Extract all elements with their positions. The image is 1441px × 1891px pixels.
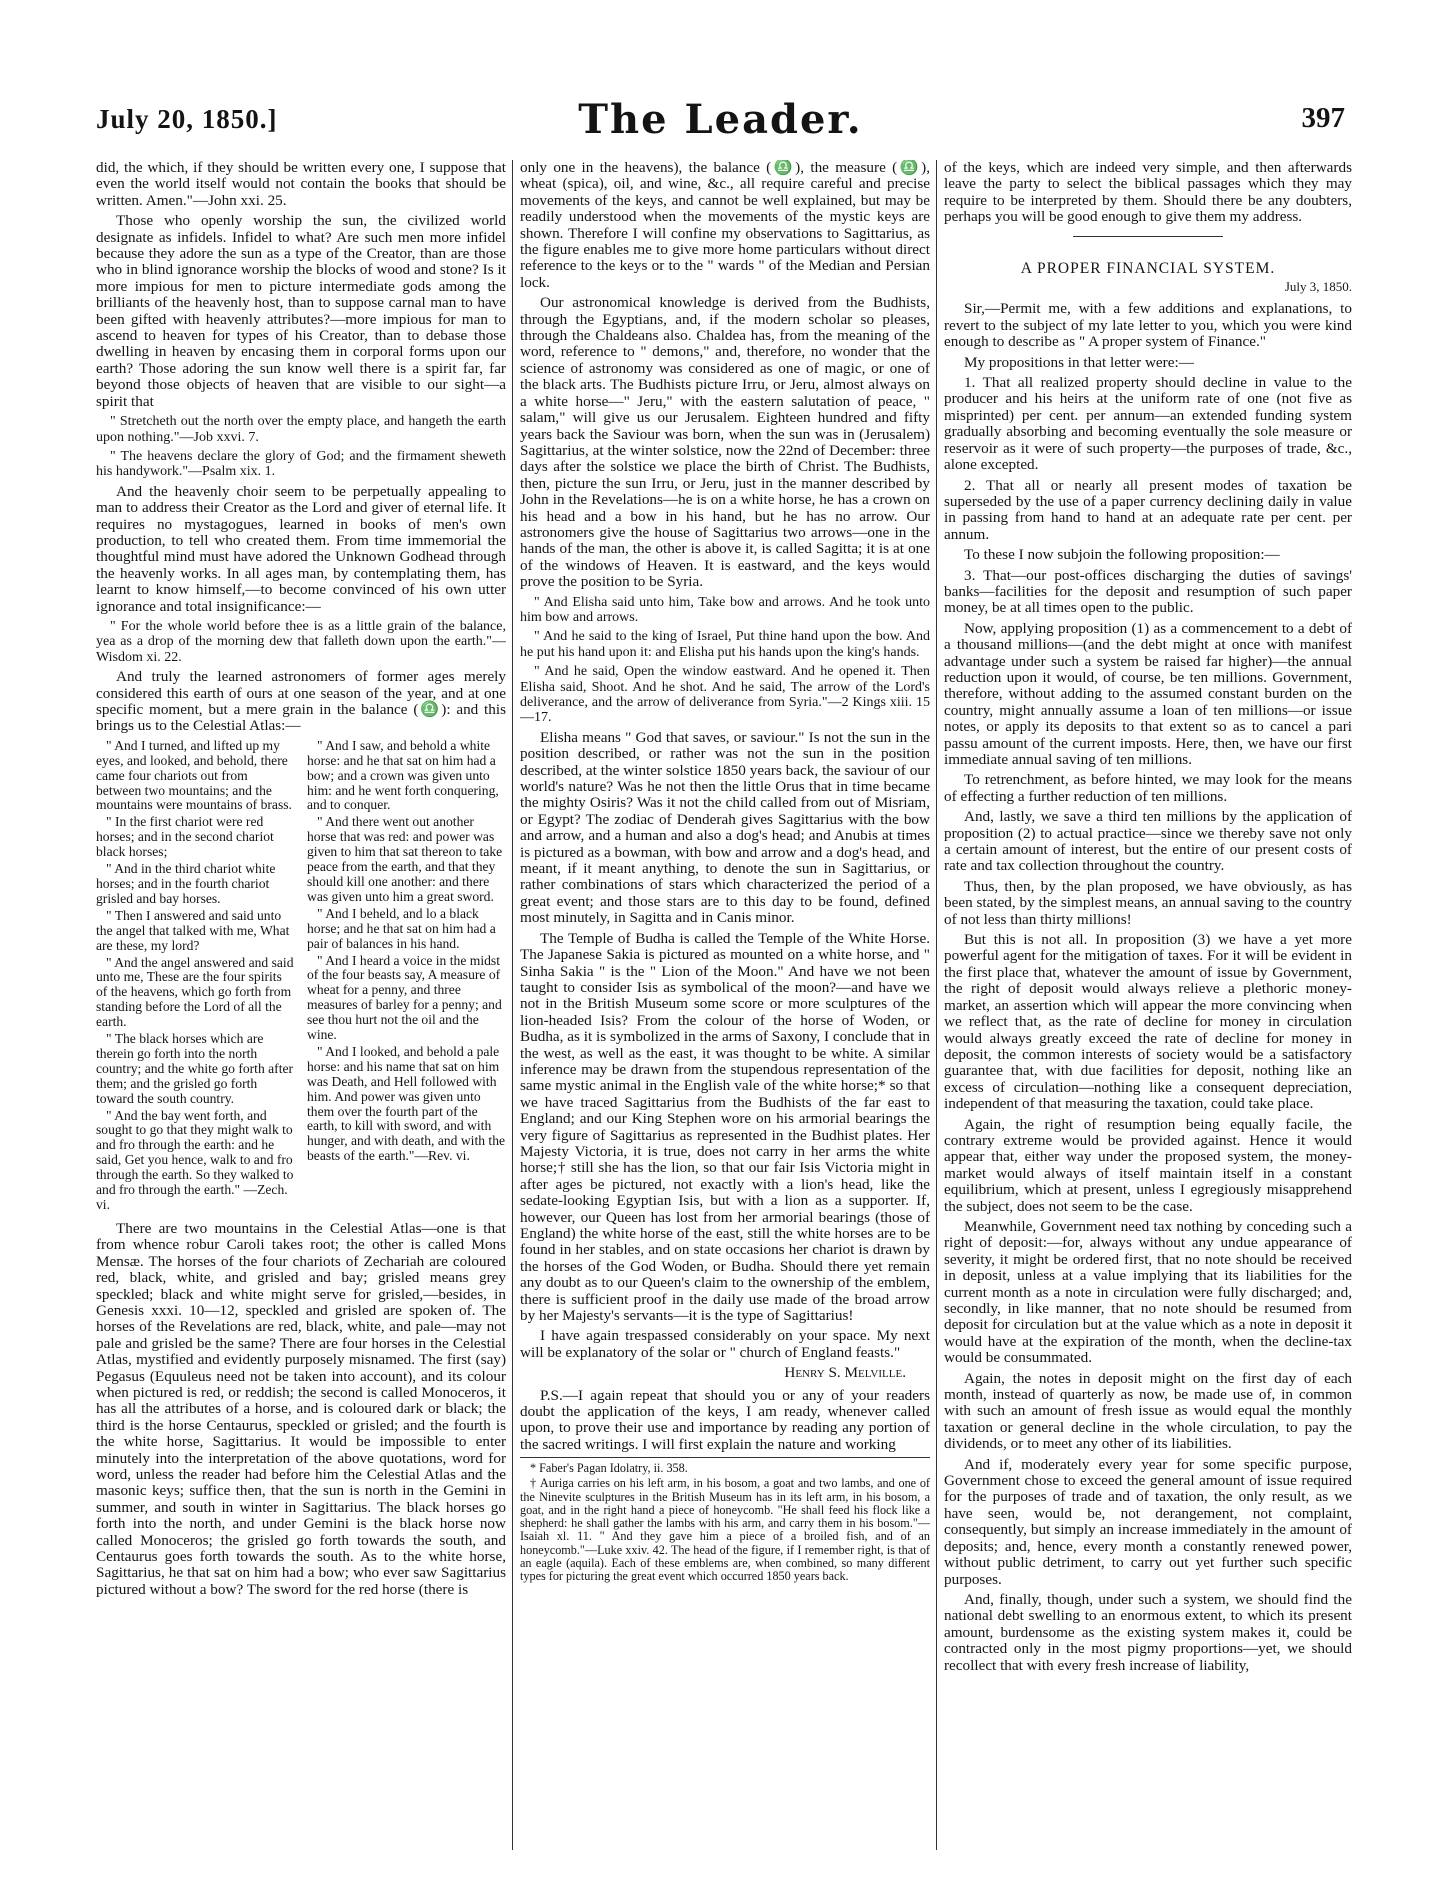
column-right — [944, 160, 1352, 1850]
paragraph: I have again trespassed considerably on your space. My next will be explanatory of the solar or " church of England feasts." — [520, 1327, 930, 1361]
newspaper-title: The Leader. — [578, 96, 863, 143]
paragraph: of the keys, which are indeed very simple, and then afterwards leave the party to select the biblical passages which they may require to be interpreted by them. Should there be any doubters, perhaps you will be good enough to give them my address. — [944, 160, 1352, 226]
verse: " And the angel answered and said unto me, These are the four spirits of the heavens, which go forth from standing before the Lord of all the earth. — [96, 954, 294, 1030]
postscript: P.S.—I again repeat that should you or any of your readers doubt the application of the keys, I am ready, whenever called upon, to prove their use and importance by reading any portion of the sacred writings. I will first explain the nature and working — [520, 1386, 930, 1453]
parallel-quotations — [96, 739, 506, 1215]
quotation: " And he said to the king of Israel, Put thine hand upon the bow. And he put his hand upon it: and Elisha put his hands upon the king's hands. — [520, 629, 930, 660]
quotation: " For the whole world before thee is as a little grain of the balance, yea as a drop of the morning dew that falleth down upon the earth."—Wisdom xi. 22. — [96, 618, 506, 665]
column-divider — [936, 160, 937, 1850]
masthead — [96, 96, 1345, 152]
quotation: " The heavens declare the glory of God; and the firmament sheweth his handywork."—Psalm xix. 1. — [96, 448, 506, 480]
verse: " Then I answered and said unto the angel that talked with me, What are these, my lord? — [96, 907, 290, 953]
paragraph: And truly the learned astronomers of former ages merely considered this earth of ours at one season of the year, and at one specific moment, but a mere grain in the balance (♎): and this brings us to the Celestial Atlas:— — [96, 668, 506, 735]
verse: " And I beheld, and lo a black horse; and he that sat on him had a pair of balances in his hand. — [307, 905, 496, 951]
verse: " In the first chariot were red horses; and in the second chariot black horses; — [96, 814, 274, 860]
paragraph: To these I now subjoin the following proposition:— — [964, 546, 1280, 564]
signature: Henry S. Melville. — [784, 1364, 906, 1382]
issue-date: July 20, 1850.] — [96, 104, 278, 134]
revelation-column — [307, 739, 506, 1215]
verse: " And I saw, and behold a white horse: and he that sat on him had a bow; and a crown was given unto him: and he went forth conquering, and to conquer. — [307, 737, 499, 813]
paragraph: Those who openly worship the sun, the civilized world designate as infidels. Infidel to what? Are such men more infidel because they adore the sun as a type of the Creator, than are those who in blind ignorance worship the blocks of wood and stone? Is it more impious for men to picture intermediate gods among the brilliants of the heavenly host, than to suppose carnal man to have been gifted with heavenly attributes?—more impious for man to ascend to heaven for types of his Creator, than to debase those dwelling in heaven by encasing them in corporal forms upon our earth? Those adoring the sun know well there is a spirit far, far beyond those objects of heaven that are visible to our sight—a spirit that — [96, 212, 506, 410]
paragraph: Sir,—Permit me, with a few additions and explanations, to revert to the subject of my late letter to you, which you were kind enough to describe as " A proper system of Finance." — [944, 300, 1352, 351]
paragraph: only one in the heavens), the balance (♎), the measure (♎), wheat (spica), oil, and wine, &c., all require careful and precise movements of the keys, and cannot be well explained, but may be readily understood when the movements of the mystic keys are shown. Therefore I will confine my observations to Sagittarius, as the figure enables me to give more home particulars without direct reference to the keys or to the " wards " of the Median and Persian lock. — [520, 160, 930, 291]
article-date: July 3, 1850. — [1284, 279, 1352, 295]
paragraph: Now, applying proposition (1) as a commencement to a debt of a thousand millions—(and the debt might at once with manifest advantage under such a system be raised far higher)—the annual reduction upon it would, of course, be ten millions. Government, therefore, without adding to the assumed constant burden on the country, might annually assume a loan of ten millions—or issue notes, or apply its deposits to that extent so as to cancel a pari passu amount of the current imposts. Here, then, we have our first immediate annual saving of ten millions. — [944, 619, 1352, 768]
paragraph: 2. That all or nearly all present modes of taxation be superseded by the use of a paper currency declining daily in value in passing from hand to hand at an adequate rate per cent. per annum. — [944, 476, 1352, 543]
article-heading: A PROPER FINANCIAL SYSTEM. — [1020, 259, 1276, 277]
verse: " And I looked, and behold a pale horse: and his name that sat on him was Death, and Hell followed with him. And power was given unto them over the fourth part of the earth, to kill with sword, and with hunger, and with death, and with the beasts of the earth."—Rev. vi. — [307, 1043, 506, 1164]
paragraph: But this is not all. In proposition (3) we have a yet more powerful agent for the mitigation of taxes. For it will be evident in the first place that, whatever the amount of issue by Government, the right of deposit would always relieve a plethoric money-market, an assertion which will appear the more convincing when we reflect that, as the rate of decline for money in circulation would always greatly exceed the rate of decline for money in deposit, the common interests of society would be a satisfactory guarantee that, with due facilities for deposit, nothing like an excess of circulation—nothing like a consequent depreciation, independent of that measuring the taxation, could take place. — [944, 931, 1352, 1113]
quotation: " Stretcheth out the north over the empty place, and hangeth the earth upon nothing."—Job xxvi. 7. — [96, 414, 506, 445]
column-left — [96, 160, 506, 1850]
paragraph: And, finally, though, under such a system, we should find the national debt swelling to an enormous extent, to which its present amount, burdensome as the existing system makes it, could be contracted only in the most pigmy proportions—yet, we should recollect that with every fresh increase of liability, — [944, 1590, 1352, 1674]
paragraph: To retrenchment, as before hinted, we may look for the means of effecting a further reduction of ten millions. — [944, 771, 1352, 805]
quotation: " And Elisha said unto him, Take bow and arrows. And he took unto him bow and arrows. — [520, 594, 930, 625]
verse: " And I heard a voice in the midst of the four beasts say, A measure of wheat for a penny, and three measures of barley for a penny; and see thou hurt not the oil and the wine. — [307, 952, 502, 1043]
paragraph: Thus, then, by the plan proposed, we have obviously, as has been stated, by the simplest means, an annual saving to the country of not less than thirty millions! — [944, 877, 1352, 928]
column-middle — [520, 160, 930, 1850]
footnote: † Auriga carries on his left arm, in his bosom, a goat and two lambs, and one of the Ninevite sculptures in the British Museum has in its left arm, in his bosom, a goat, and in the right hand a piece of honeycomb. "He shall feed his flock like a shepherd: he shall gather the lambs with his arm, and carry them in his bosom."—Isaiah xl. 11. " And they gave him a piece of a broiled fish, and of an honeycomb."—Luke xxiv. 42. The head of the figure, if I remember right, is that of an eagle (aquila). Each of these emblems are, when combined, so many different types for picturing the great event which occurred 1850 years back. — [520, 1476, 930, 1583]
verse: " The black horses which are therein go forth into the north country; and the white go forth after them; and the grisled go forth toward the south country. — [96, 1031, 294, 1106]
section-divider — [1073, 236, 1223, 237]
paragraph: Again, the notes in deposit might on the first day of each month, instead of quarterly as now, be made use of, in common with such an amount of fresh issue as would equal the monthly taxation or general decline in the whole circulation, to pay the dividends, or to meet any other of its liabilities. — [944, 1369, 1352, 1453]
paragraph: Again, the right of resumption being equally facile, the contrary extreme would be provided against. Hence it would appear that, either way under the proposed system, the money-market would always of itself maintain itself in a constant equilibrium, which at present, unless I egregiously misapprehend the subject, does not seem to be the case. — [944, 1115, 1352, 1215]
paragraph: Elisha means " God that saves, or saviour." Is not the sun in the position described, or rather was not the sun in the position described, at the winter solstice 1850 years back, the saviour of our world's nature? Was he not then the little Orus that in time became the mighty Osiris? Was it not the child called from out of Misriam, or Egypt? The zodiac of Denderah gives Sagittarius with the bow and arrow, and a human and also a dog's head; and Anubis at times is pictured as a bowman, with bow and arrow and a dog's head, and meant, if it meant anything, to denote the sun in Sagittarius, or rather combinations of stars which characterized the period of a great event; and those stars are to this day to be found, defined most minutely, in Sagitta and in Canis minor. — [520, 728, 930, 927]
paragraph: My propositions in that letter were:— — [964, 353, 1194, 371]
footnote: * Faber's Pagan Idolatry, ii. 358. — [530, 1461, 688, 1476]
paragraph: Our astronomical knowledge is derived from the Budhists, through the Egyptians, and, if the modern scholar so pleases, through the Chaldeans also. Chaldea has, from the meaning of the word, reference to " demons," and, therefore, no wonder that the science of astronomy was considered as one of magic, or one of the black arts. The Budhists picture Irru, or Jeru, almost always on a white horse—" Jeru," with the eastern salutation of peace, " salam," will give us our Jerusalem. Eighteen hundred and fifty years back the Saviour was born, when the sun was in (Jerusalem) Sagittarius, at the winter solstice, now the 22nd of December: three days after the solstice we place the birth of Christ. The Budhists, then, picture the sun Irru, or Jeru, just in the manner described by John in the Revelations—he is on a white horse, he has a crown on his head and a bow in his hand, but he has no arrow. Our astronomers give the house of Sagittarius two arrows—one in the hands of the man, the other is above it, is called Sagitta; it is at one of the windows of Heaven. It is eastward, and the keys would prove the position to be Syria. — [520, 294, 930, 591]
paragraph: Meanwhile, Government need tax nothing by conceding such a right of deposit:—for, always without any undue appearance of severity, it might be ordered first, that no note should be received in deposit, unless at a value implying that its liabilities for the current month as a note in circulation were fully discharged; and, secondly, in like manner, that no note should be resumed from deposit for circulation but at the value which as a note in deposit it would have at the expiration of the month, when the decline-tax would be consummated. — [944, 1217, 1352, 1367]
verse: " And there went out another horse that was red: and power was given to him that sat thereon to take peace from the earth, and that they should kill one another: and there was given unto him a great sword. — [307, 814, 503, 904]
paragraph: And the heavenly choir seem to be perpetually appealing to man to address their Creator as the Lord and giver of eternal life. It requires no mystagogues, learned in books of men's own production, to tell who created them. From time immemorial the thoughtful mind must have adored the Unknown Godhead through the heavenly works. In all ages man, by contemplating them, has learnt to know himself,—to become convinced of his own utter ignorance and total insignificance:— — [96, 482, 506, 615]
verse: " And the bay went forth, and sought to go that they might walk to and fro through the earth: and he said, Get you hence, walk to and fro through the earth. So they walked to and fro through the earth." —Zech. vi. — [96, 1107, 294, 1212]
paragraph: And, lastly, we save a third ten millions by the application of proposition (2) to actual practice—since we thereby save not only a certain amount of interest, but the entire of our present costs of rate and tax collection throughout the country. — [944, 808, 1352, 875]
footnotes — [520, 1457, 930, 1583]
page-number: 397 — [1301, 102, 1345, 134]
quotation: " And he said, Open the window eastward. And he opened it. Then Elisha said, Shoot. And he shot. And he said, The arrow of the Lord's deliverance, and the arrow of deliverance from Syria."—2 Kings xiii. 15—17. — [520, 664, 930, 726]
paragraph: The Temple of Budha is called the Temple of the White Horse. The Japanese Sakia is pictured as mounted on a white horse, and " Sinha Sakia " is the " Lion of the Moon." And have we not been taught to consider Isis as symbolical of the moon?—and have we not in the British Museum some score or more sculptures of the lion-headed Isis? From the colour of the horse of Woden, or Budha, as it is symbolized in the arms of Saxony, I conclude that in the west, as well as the east, it was thought to be white. A similar inference may be drawn from the stupendous representation of the same mystic animal in the English vale of the white horse;* so that we have traced Sagittarius from the Budhists of the far east to England; and our King Stephen wore on his armorial bearings the very figure of Sagittarius as represented in the Budhist plates. Her Majesty Victoria, it is true, does not carry in her arms the white horse;† still she has the lion, so that our fair Isis Victoria might in after ages be pictured, not exactly with a lion's head, like the sedate-looking Egyptian Isis, but with a lion as a supporter. If, however, our Queen has lost from her armorial bearings (those of England) the white horse of the east, still the white horses are to be found in her stables, and on state occasions her chariot is drawn by the horses of the God Woden, or Budha. Should there yet remain any doubt as to our Queen's claim to the ownership of the emblem, there is sufficient proof in the daily use made of the broad arrow by her Majesty's servants—it is the type of Sagittarius! — [520, 929, 930, 1325]
paragraph: did, the which, if they should be written every one, I suppose that even the world itself would not contain the books that should be written. Amen."—John xxi. 25. — [96, 160, 506, 209]
paragraph: 3. That—our post-offices discharging the duties of savings' banks—facilities for the deposit and resumption of such paper money, be at all times open to the public. — [944, 566, 1352, 617]
verse: " And in the third chariot white horses; and in the fourth chariot grisled and bay horses. — [96, 861, 276, 906]
paragraph: And if, moderately every year for some specific purpose, Government chose to exceed the general amount of issue required for the purposes of trade and of taxation, the only result, as we have seen, would be, not derangement, not complaint, consequently, but simply an increase immediately in the amount of deposits; and, hence, every month a constantly renewed power, without public detriment, to carry out yet further such specific purposes. — [944, 1455, 1352, 1588]
verse: " And I turned, and lifted up my eyes, and looked, and behold, there came four chariots out from between two mountains; and the mountains were mountains of brass. — [96, 737, 292, 813]
paragraph: There are two mountains in the Celestial Atlas—one is that from whence robur Caroli takes root; the other is called Mons Mensæ. The horses of the four chariots of Zechariah are coloured red, black, white, and grisled and bay; grisled means grey speckled; black and white might serve for grisled,—besides, in Genesis xxxi. 10—12, speckled and grisled are spoken of. The horses of the Revelations are red, black, white, and pale—may not pale and grisled be the same? There are four horses in the Celestial Atlas, mystified and evidently purposely misnamed. The first (say) Pegasus (Equuleus need not be taken into account), and its colour when pictured is red, or reddish; the second is called Monoceros, it has all the attributes of a horse, and is coloured dark or black; the third is the horse Centaurus, speckled or grisled; and the fourth is the white horse, Sagittarius. It would be impossible to enter minutely into the interpretation of the above quotations, word for word, unless the reader had before him the Celestial Atlas and the masonic keys; suffice then, that the sun is north in the Gemini in summer, and south in winter in Sagittarius. The black horses go forth into the north, and under Gemini is the black horse now called Monoceros; the grisled go forth towards the south, and Centaurus goes forth towards the south. As to the white horse, Sagittarius, he that sat on him had a bow; who ever saw Sagittarius pictured without a bow? The sword for the red horse (there is — [96, 1219, 506, 1598]
zechariah-column — [96, 739, 295, 1215]
column-divider — [512, 160, 513, 1850]
paragraph: 1. That all realized property should decline in value to the producer and his heirs at the uniform rate of one (not five as misprinted) per cent. per annum—an extended funding system gradually absorbing and becoming eventually the sole measure or reservoir as it were of such property—the purposes of trade, &c., alone excepted. — [944, 374, 1352, 474]
